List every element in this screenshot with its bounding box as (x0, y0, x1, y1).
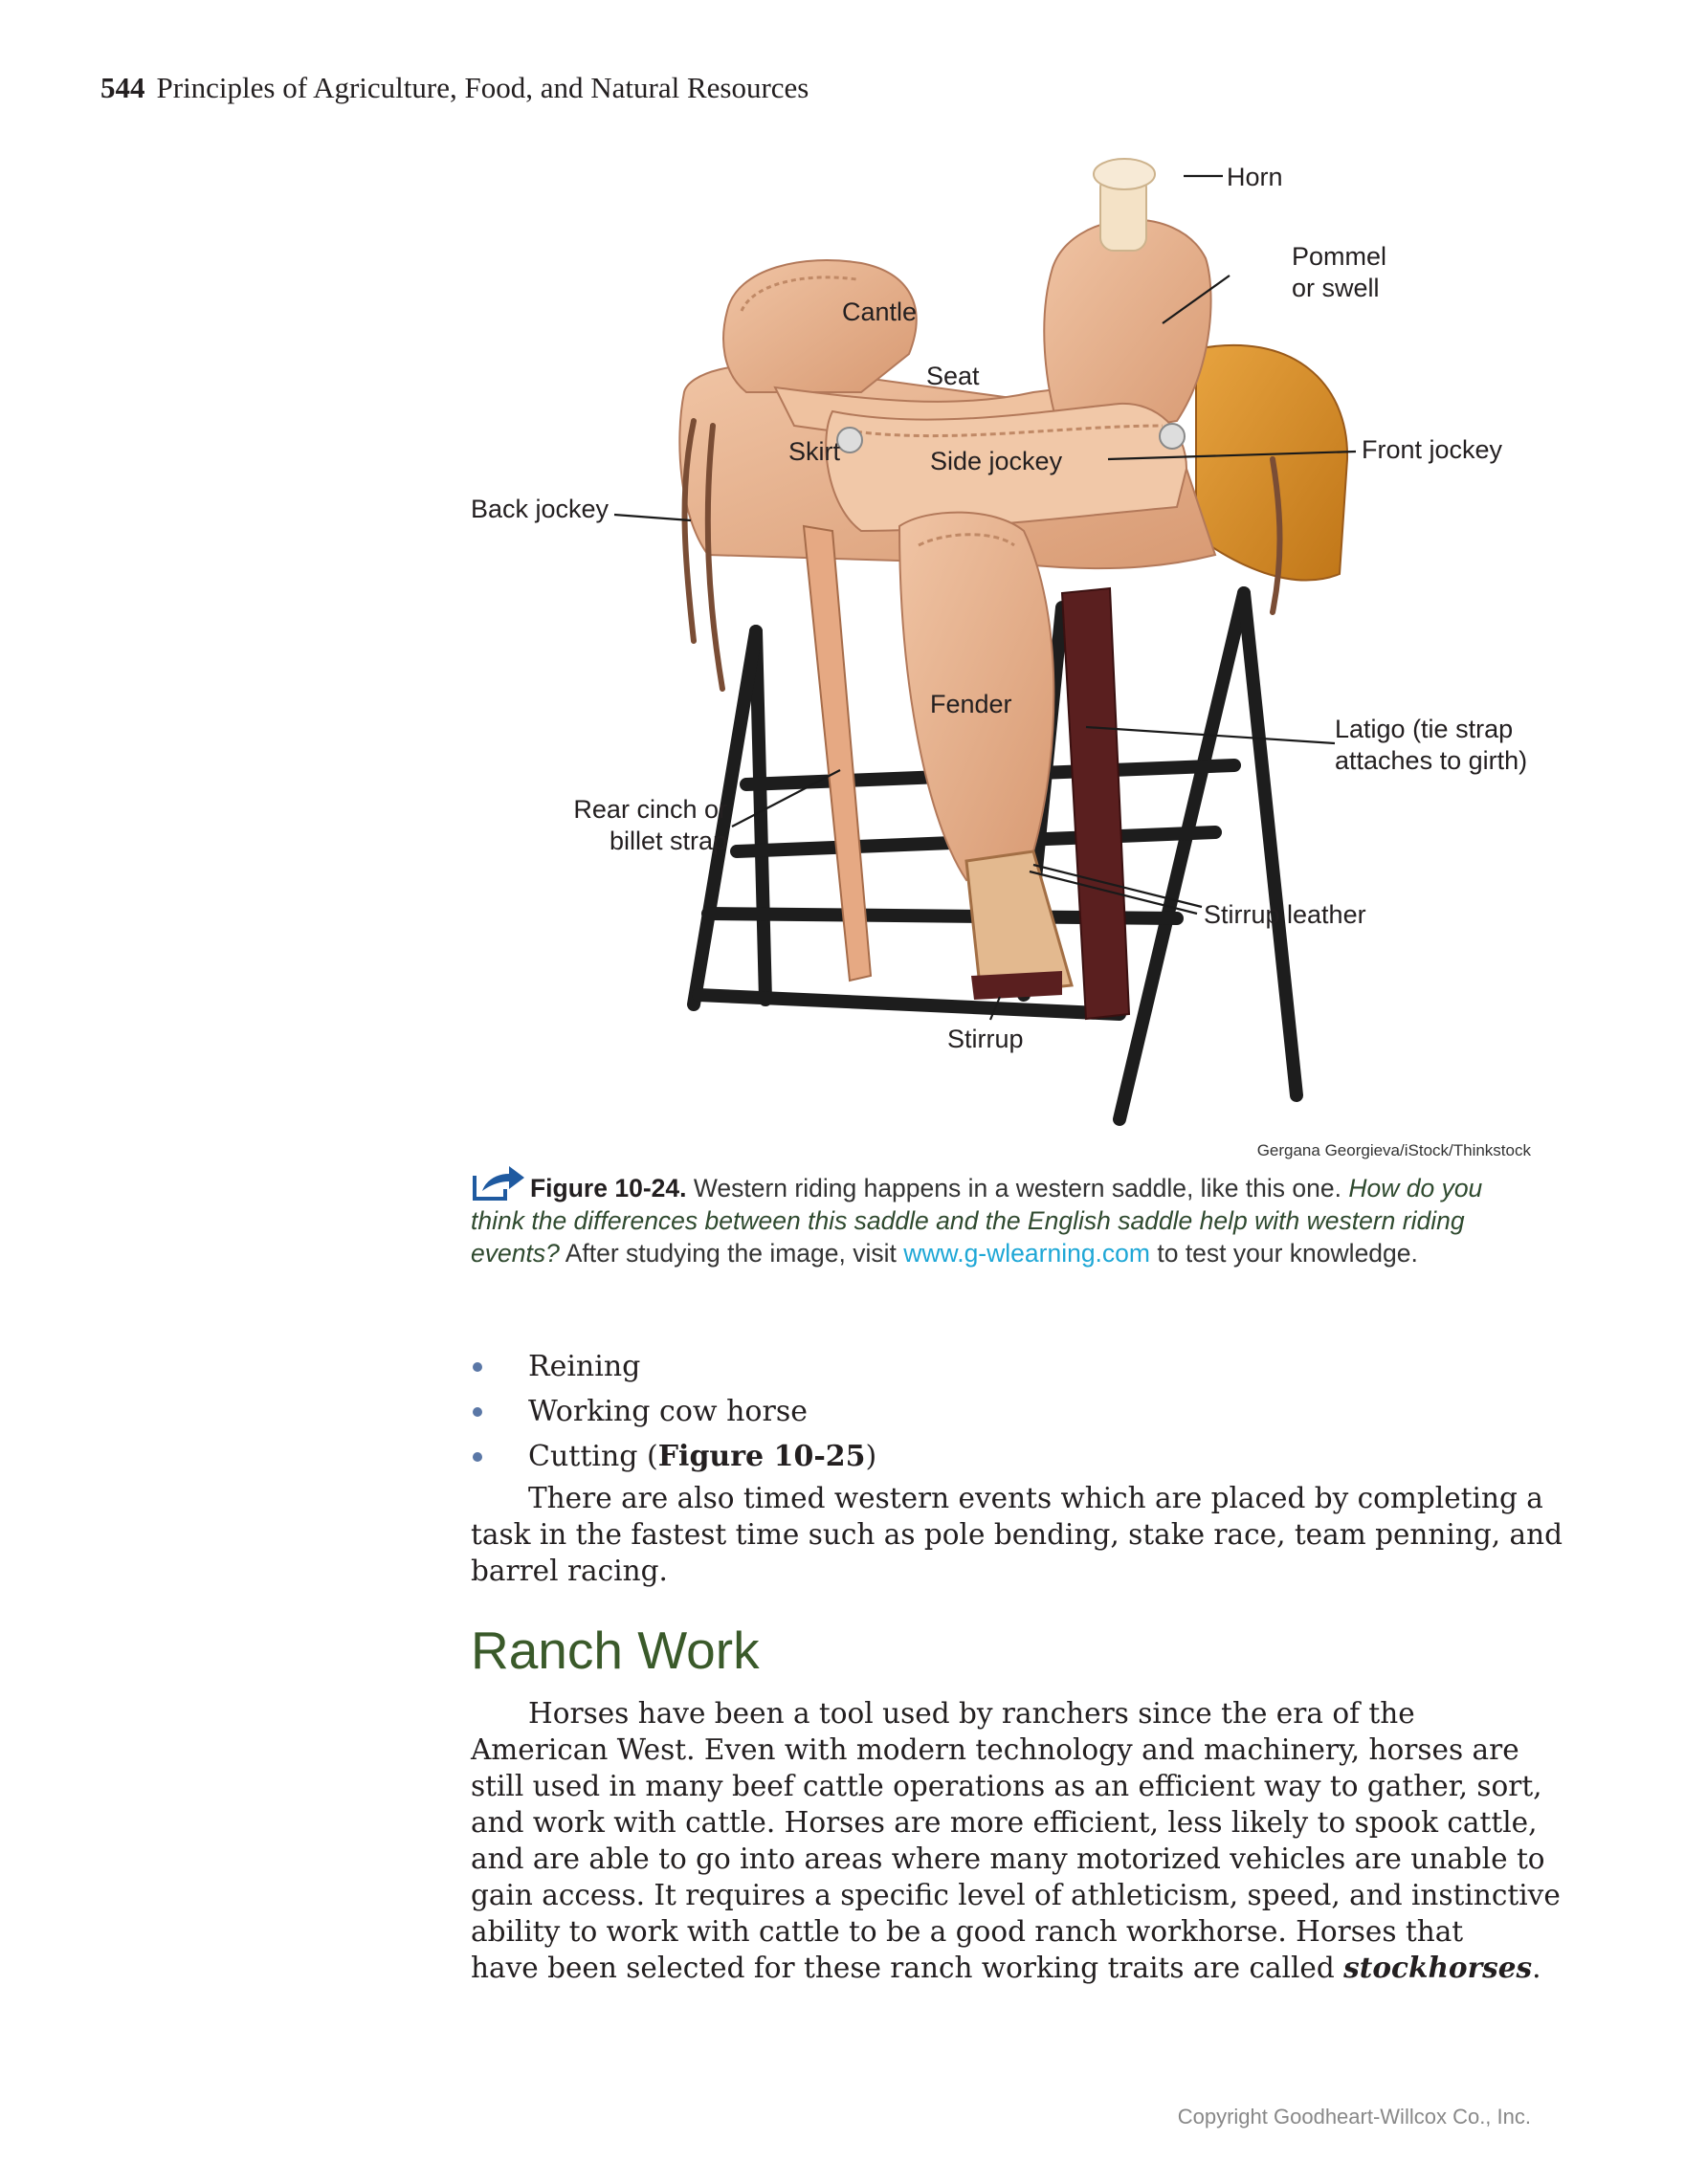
callout-pommel-line2: or swell (1292, 274, 1380, 302)
figure-label: Figure 10-24. (530, 1174, 687, 1202)
share-arrow-icon[interactable] (471, 1162, 526, 1202)
bullet-icon (473, 1407, 482, 1417)
callout-back-jockey: Back jockey (470, 495, 609, 523)
caption-question: How do you think the differences between this saddle and the English saddle help with western riding events? (471, 1174, 1483, 1268)
callout-pommel-line1: Pommel (1292, 242, 1387, 271)
callout-latigo-line1: Latigo (tie strap (1335, 715, 1514, 743)
stirrup-shape (966, 851, 1072, 1000)
paragraph-line: gain access. It requires a specific level of athleticism, speed, and instinctive (471, 1879, 1561, 1911)
paragraph-line: and work with cattle. Horses are more efficient, less likely to spook cattle, (471, 1806, 1538, 1839)
timed-events-paragraph (471, 1480, 1563, 1589)
paragraph-line: barrel racing. (471, 1555, 668, 1587)
list-item-text: Reining (528, 1350, 641, 1383)
caption-end: to test your knowledge. (1157, 1239, 1418, 1268)
latigo-shape (1062, 588, 1129, 1019)
list-item (471, 1389, 1542, 1434)
callout-rear-cinch (488, 794, 727, 857)
callout-pommel (1292, 241, 1386, 304)
ranch-work-paragraph (471, 1695, 1561, 1986)
paragraph-line-pre: have been selected for these ranch working traits are called (471, 1952, 1344, 1984)
callout-latigo-line2: attaches to girth) (1335, 746, 1528, 775)
callout-fender: Fender (930, 690, 1012, 718)
copyright-footer: Copyright Goodheart-Willcox Co., Inc. (1177, 2105, 1531, 2129)
paragraph-line-post: . (1532, 1952, 1541, 1984)
callout-horn: Horn (1227, 163, 1283, 191)
paragraph-line (471, 1950, 1542, 1986)
figure-reference: Figure 10-25 (657, 1440, 866, 1473)
bullet-icon (473, 1452, 482, 1462)
paragraph-line: still used in many beef cattle operations as an efficient way to gather, sort, (471, 1770, 1542, 1802)
figure-caption (471, 1162, 1542, 1269)
caption-after: After studying the image, visit (565, 1239, 897, 1268)
callout-front-jockey: Front jockey (1362, 435, 1503, 464)
paragraph-line: There are also timed western events which are placed by completing a (528, 1482, 1543, 1514)
paragraph-line: American West. Even with modern technology and machinery, horses are (471, 1733, 1519, 1766)
paragraph-line: ability to work with cattle to be a good ranch workhorse. Horses that (471, 1915, 1464, 1948)
saddle-figure (450, 153, 1560, 1148)
list-item (471, 1434, 1542, 1479)
callout-rear-cinch-line2: billet strap (609, 827, 727, 855)
callout-rear-cinch-line1: Rear cinch or (573, 795, 727, 824)
event-list (471, 1344, 1542, 1479)
photo-credit: Gergana Georgieva/iStock/Thinkstock (1256, 1141, 1531, 1159)
callout-skirt: Skirt (788, 437, 840, 466)
section-heading: Ranch Work (471, 1621, 760, 1680)
bullet-icon (473, 1362, 482, 1372)
horn-shape (1094, 159, 1155, 251)
list-item-text-post: ) (865, 1440, 877, 1473)
page-number: 544 (100, 71, 145, 104)
book-title: Principles of Agriculture, Food, and Natural Resources (156, 71, 809, 104)
saddle-illustration (450, 153, 1560, 1148)
list-item (471, 1344, 1542, 1389)
caption-link[interactable]: www.g-wlearning.com (903, 1239, 1150, 1268)
callout-stirrup-leather: Stirrup leather (1204, 900, 1366, 929)
callout-side-jockey: Side jockey (930, 447, 1063, 475)
caption-text: Western riding happens in a western saddle, like this one. (693, 1174, 1341, 1202)
callout-stirrup: Stirrup (947, 1025, 1024, 1053)
paragraph-line: Horses have been a tool used by ranchers since the era of the (528, 1697, 1415, 1730)
callout-seat: Seat (926, 362, 980, 390)
callout-latigo (1335, 714, 1527, 777)
paragraph-line: task in the fastest time such as pole bending, stake race, team penning, and (471, 1518, 1563, 1551)
list-item-text: Working cow horse (528, 1395, 808, 1428)
list-item-text-pre: Cutting ( (528, 1440, 658, 1473)
callout-cantle: Cantle (842, 298, 918, 326)
paragraph-line: and are able to go into areas where many motorized vehicles are unable to (471, 1842, 1545, 1875)
key-term: stockhorses (1343, 1951, 1533, 1984)
running-head (100, 71, 809, 105)
